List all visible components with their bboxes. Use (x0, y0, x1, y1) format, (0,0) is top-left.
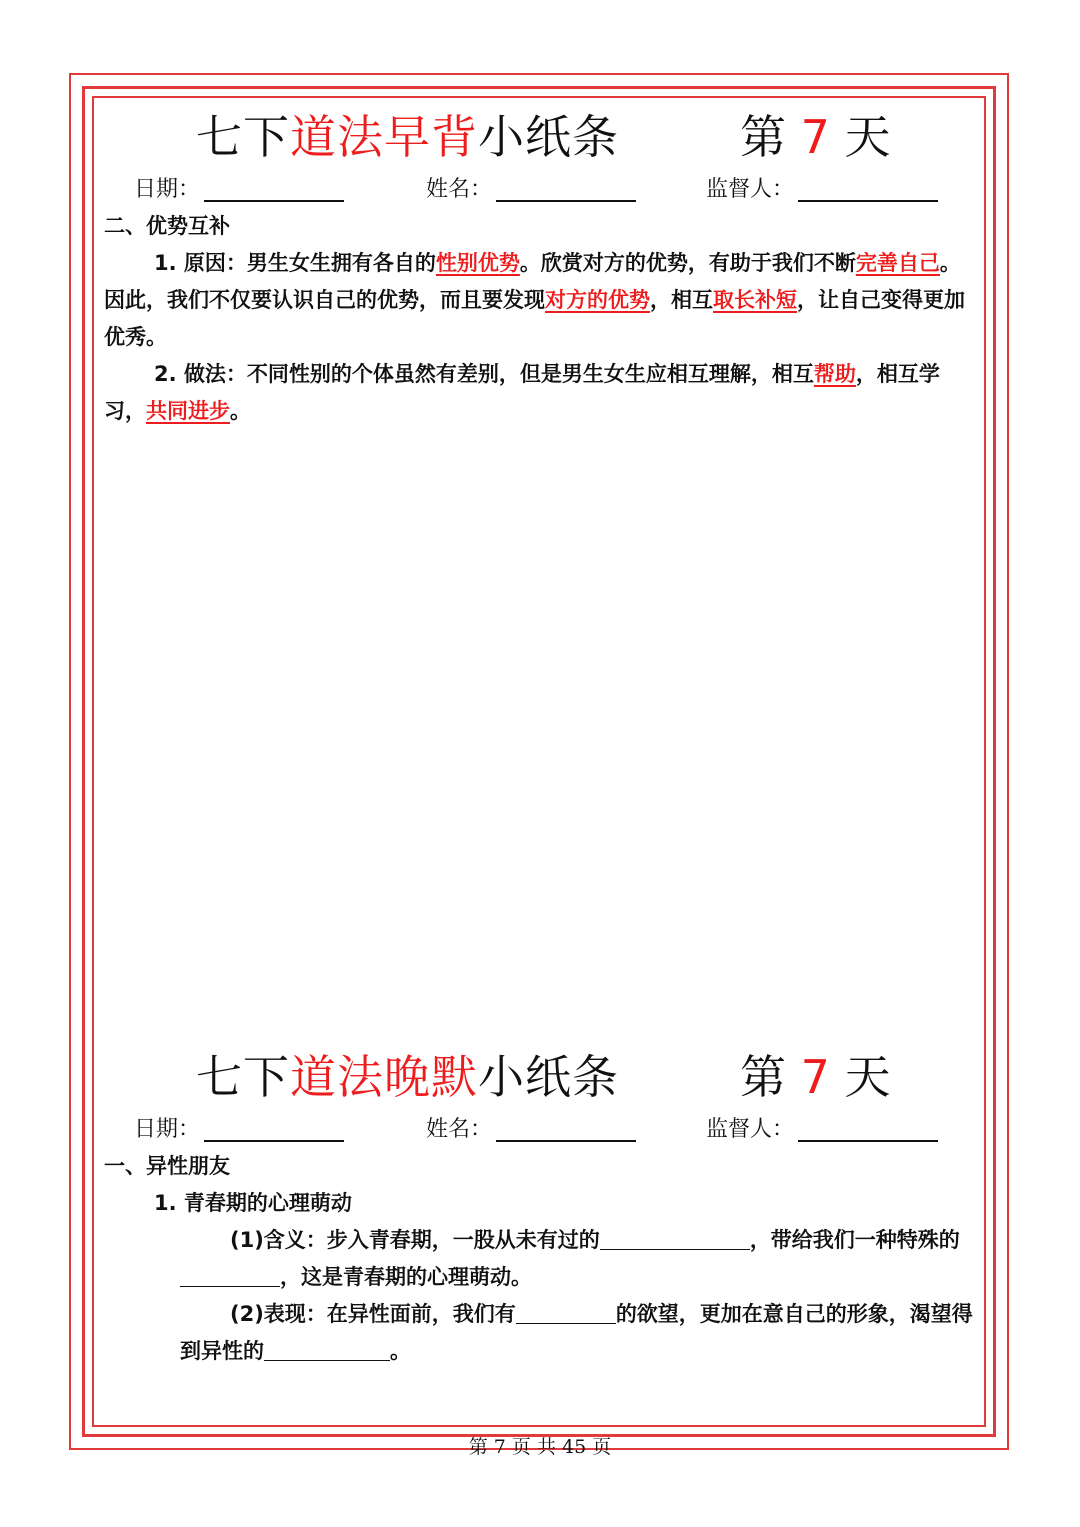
text-run: ，带给我们一种特殊的 (749, 1228, 960, 1252)
text-run: 的欲望，更加在意自己的形象，渴望得到异性的 (180, 1302, 973, 1363)
page-footer: 第 7 页 共 45 页 (468, 1436, 612, 1458)
date-blank[interactable] (204, 1116, 344, 1142)
evening-info-row (0, 1110, 1080, 1150)
morning-day-label (740, 102, 891, 172)
date-label: 日期： (134, 177, 201, 202)
evening-date-field[interactable] (134, 1110, 344, 1150)
date-blank[interactable] (204, 176, 344, 202)
evening-content (104, 1148, 980, 1222)
text-run: 。 (230, 399, 251, 423)
evening-day-prefix: 第 (740, 1050, 786, 1104)
text-run: 。因此，我们不仅要认识自己的优势，而且要发现 (104, 251, 961, 312)
morning-day-number: 7 (800, 110, 830, 164)
keyword: 共同进步 (146, 399, 230, 423)
name-blank[interactable] (496, 1116, 636, 1142)
evening-title (196, 1042, 619, 1112)
evening-title-prefix: 七下 (196, 1050, 290, 1104)
answer-blank[interactable] (600, 1225, 750, 1250)
supervisor-label: 监督人： (706, 1117, 795, 1142)
evening-day-number: 7 (800, 1050, 830, 1104)
morning-section-heading: 二、优势互补 (104, 214, 230, 238)
keyword: 取长补短 (713, 288, 797, 312)
evening-title-suffix: 小纸条 (478, 1050, 619, 1104)
morning-day-suffix: 天 (844, 110, 891, 164)
morning-title (196, 102, 619, 172)
evening-fill-content (180, 1222, 976, 1370)
morning-title-prefix: 七下 (196, 110, 290, 164)
supervisor-blank[interactable] (798, 1116, 938, 1142)
name-blank[interactable] (496, 176, 636, 202)
morning-supervisor-field[interactable] (706, 170, 938, 210)
text-run: 2. 做法：不同性别的个体虽然有差别，但是男生女生应相互理解，相互 (154, 362, 814, 386)
morning-paragraph-1 (104, 245, 980, 356)
evening-day-label (740, 1042, 891, 1112)
text-run: 。 (390, 1339, 411, 1363)
keyword: 完善自己 (855, 251, 940, 275)
evening-day-suffix: 天 (844, 1050, 891, 1104)
morning-title-suffix: 小纸条 (478, 110, 619, 164)
morning-content (104, 208, 980, 430)
date-label: 日期： (134, 1117, 201, 1142)
name-label: 姓名： (426, 177, 493, 202)
keyword: 性别优势 (435, 251, 520, 275)
text-run: (1)含义：步入青春期，一股从未有过的 (230, 1228, 600, 1252)
text-run: 。欣赏对方的优势，有助于我们不断 (519, 251, 856, 275)
answer-blank[interactable] (264, 1336, 390, 1361)
name-label: 姓名： (426, 1117, 493, 1142)
evening-title-row (0, 1042, 1080, 1112)
morning-title-highlight: 道法早背 (290, 110, 478, 164)
evening-paragraph-2 (180, 1296, 976, 1370)
evening-paragraph-1 (180, 1222, 976, 1296)
answer-blank[interactable] (180, 1262, 280, 1287)
keyword: 帮助 (813, 362, 856, 386)
evening-sub-heading: 1. 青春期的心理萌动 (154, 1191, 352, 1215)
morning-date-field[interactable] (134, 170, 344, 210)
text-run: ，这是青春期的心理萌动。 (280, 1265, 532, 1289)
evening-title-highlight: 道法晚默 (290, 1050, 478, 1104)
text-run: 1. 原因：男生女生拥有各自的 (154, 251, 436, 275)
evening-supervisor-field[interactable] (706, 1110, 938, 1150)
morning-info-row (0, 170, 1080, 210)
supervisor-label: 监督人： (706, 177, 795, 202)
morning-name-field[interactable] (426, 170, 636, 210)
answer-blank[interactable] (516, 1299, 616, 1324)
evening-section-heading: 一、异性朋友 (104, 1154, 230, 1178)
keyword: 对方的优势 (545, 288, 650, 312)
morning-paragraph-2 (104, 356, 980, 430)
morning-day-prefix: 第 (740, 110, 786, 164)
supervisor-blank[interactable] (798, 176, 938, 202)
text-run: ，相互学习， (104, 362, 940, 423)
evening-name-field[interactable] (426, 1110, 636, 1150)
morning-title-row (0, 102, 1080, 172)
text-run: ，相互 (650, 288, 713, 312)
text-run: (2)表现：在异性面前，我们有 (230, 1302, 516, 1326)
text-run: ，让自己变得更加优秀。 (104, 288, 965, 349)
